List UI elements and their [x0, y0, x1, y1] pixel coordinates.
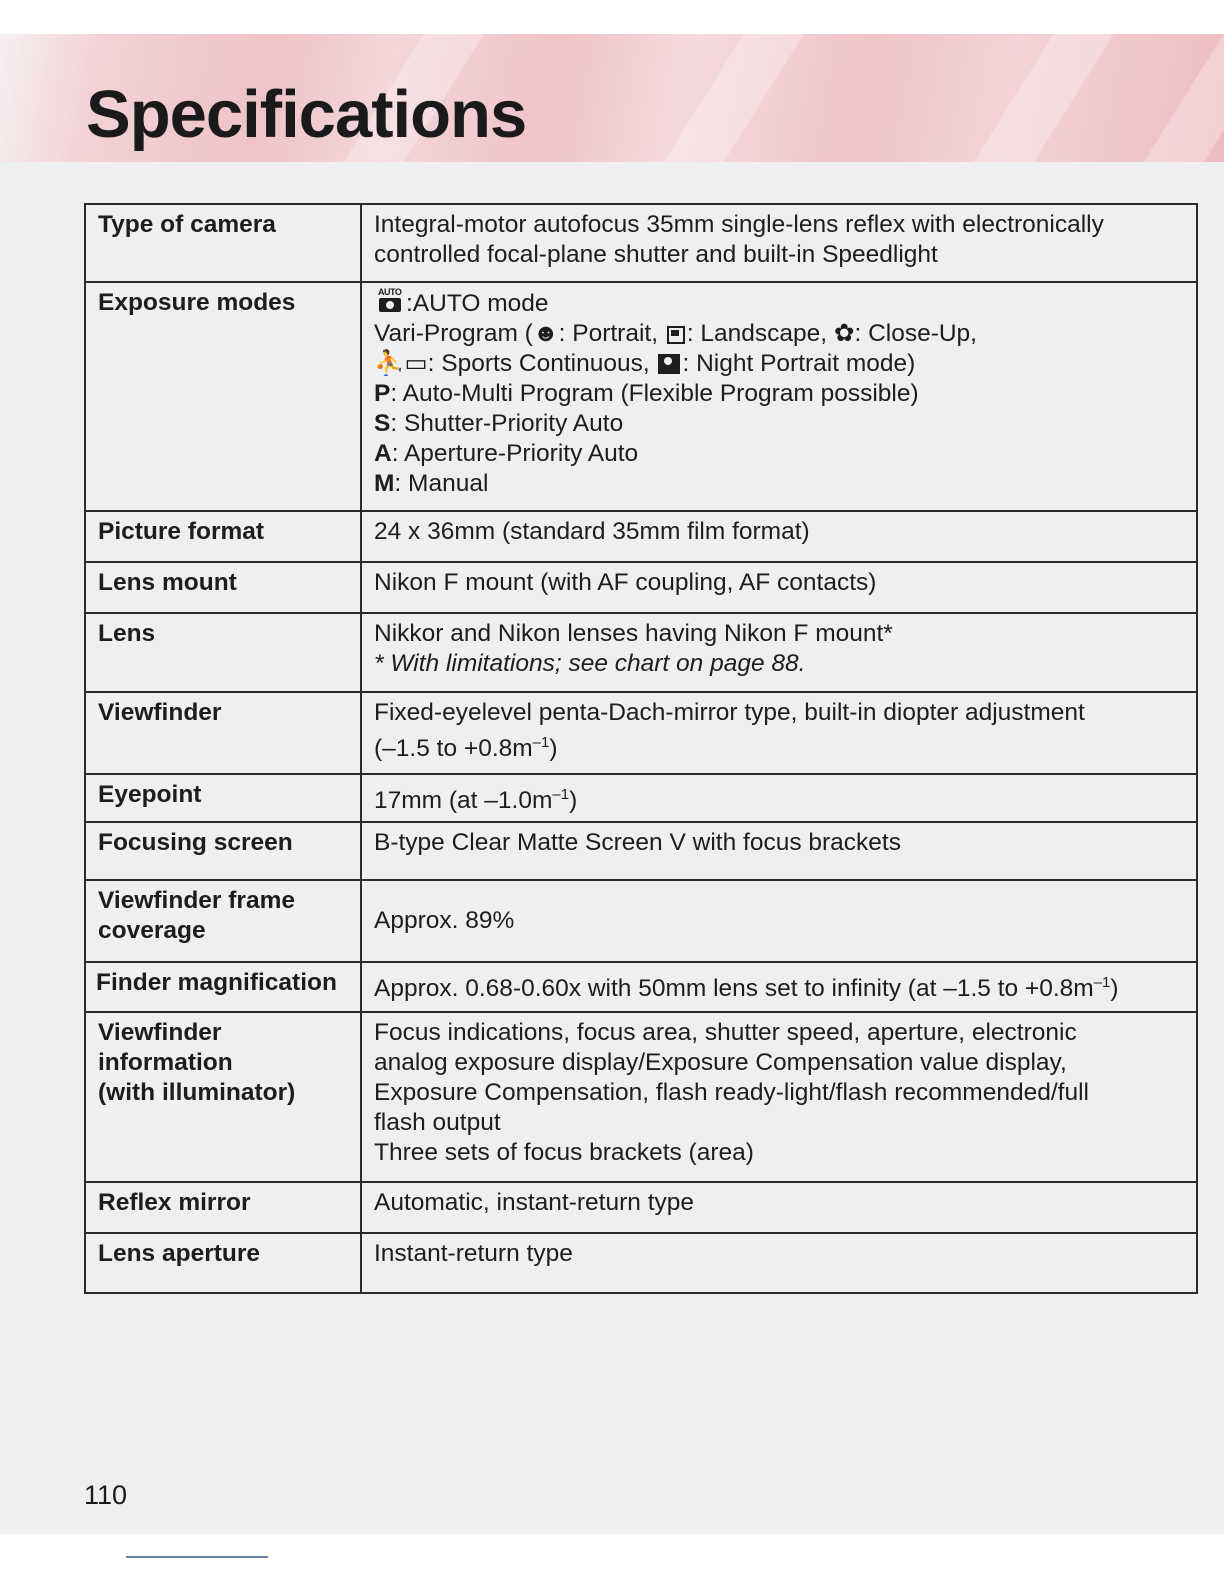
portrait-icon: ☻ — [532, 320, 559, 347]
spec-label: Lens aperture — [85, 1233, 361, 1293]
table-row — [85, 1182, 1197, 1233]
spec-value: Approx. 89% — [361, 880, 1197, 962]
spec-value: B-type Clear Matte Screen V with focus brackets — [361, 822, 1197, 880]
spec-value: Focus indications, focus area, shutter speed, aperture, electronic analog exposure display/Exposure Compensation value display, Exposure Compensation, flash ready-light/flash recommended/full flash output Three sets of focus brackets (area) — [361, 1012, 1197, 1182]
flower-closeup-icon: ✿ — [833, 320, 855, 347]
table-row — [85, 822, 1197, 880]
table-row — [85, 774, 1197, 822]
spec-label: Viewfinder — [85, 692, 361, 774]
night-portrait-icon — [658, 354, 680, 374]
spec-value: 24 x 36mm (standard 35mm film format) — [361, 511, 1197, 562]
spec-label: Picture format — [85, 511, 361, 562]
table-row — [85, 880, 1197, 962]
spec-label: Exposure modes — [85, 282, 361, 511]
table-row — [85, 562, 1197, 613]
landscape-icon — [667, 326, 685, 344]
spec-value: Approx. 0.68-0.60x with 50mm lens set to infinity (at –1.5 to $+0.8m^{-1}$) — [361, 962, 1197, 1012]
spec-label: Type of camera — [85, 204, 361, 282]
spec-value: AUTO :AUTO mode Vari-Program (☻: Portrait, : Landscape, ✿: Close-Up, ⛹▭: Sports Continuous, : Night Portrait mode) P: Auto-Multi Program (Flexible Program possible) S: Shutter-Priority Auto A: Aperture-Priority Auto M: Manual — [361, 282, 1197, 511]
spec-value: Instant-return type — [361, 1233, 1197, 1293]
spec-value: Nikkor and Nikon lenses having Nikon F mount* * With limitations; see chart on page 88. — [361, 613, 1197, 692]
spec-label: Focusing screen — [85, 822, 361, 880]
spec-label: Reflex mirror — [85, 1182, 361, 1233]
spec-value: Fixed-eyelevel penta-Dach-mirror type, built-in diopter adjustment (–1.5 to $+0.8m^{-1}$) — [361, 692, 1197, 774]
spec-value: Automatic, instant-return type — [361, 1182, 1197, 1233]
spec-value: 17mm (at $-1.0m^{-1}$) — [361, 774, 1197, 822]
table-row — [85, 511, 1197, 562]
spec-label: Finder magnification — [85, 962, 361, 1012]
spec-value: Integral-motor autofocus 35mm single-lens reflex with electronically controlled focal-plane shutter and built-in Speedlight — [361, 204, 1197, 282]
table-row — [85, 204, 1197, 282]
spec-label: Eyepoint — [85, 774, 361, 822]
spec-label: Viewfinder information (with illuminator) — [85, 1012, 361, 1182]
spec-value: Nikon F mount (with AF coupling, AF contacts) — [361, 562, 1197, 613]
table-row — [85, 692, 1197, 774]
page-title: Specifications — [86, 77, 527, 152]
bottom-rule — [126, 1556, 268, 1558]
table-row — [85, 1233, 1197, 1293]
table-row — [85, 962, 1197, 1012]
specifications-table — [84, 203, 1198, 1294]
spec-label: Viewfinder frame coverage — [85, 880, 361, 962]
page-number: 110 — [84, 1480, 128, 1510]
auto-mode-camera-icon: AUTO — [376, 288, 404, 314]
spec-label: Lens — [85, 613, 361, 692]
sports-continuous-icon: ⛹▭ — [374, 350, 428, 377]
spec-label: Lens mount — [85, 562, 361, 613]
table-row — [85, 613, 1197, 692]
table-row — [85, 282, 1197, 511]
table-row — [85, 1012, 1197, 1182]
